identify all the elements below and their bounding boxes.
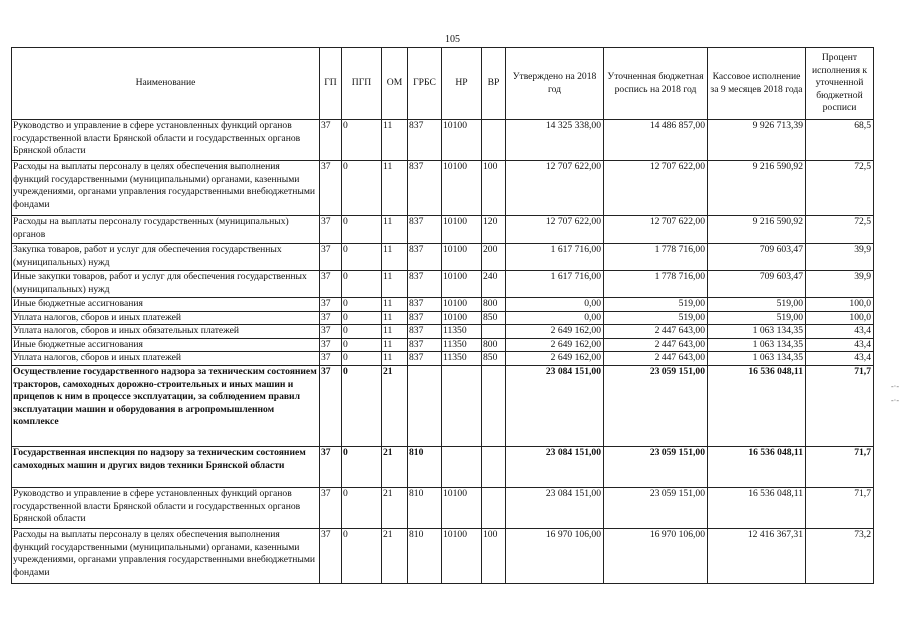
- header-vr: ВР: [482, 48, 506, 120]
- cell-vr: 120: [482, 216, 506, 244]
- table-row: [12, 352, 874, 366]
- cell-updated: 12 707 622,00: [604, 216, 708, 244]
- cell-updated: 23 059 151,00: [604, 446, 708, 487]
- cell-vr: [482, 446, 506, 487]
- cell-vr: 800: [482, 338, 506, 352]
- cell-name: Иные бюджетные ассигнования: [12, 298, 320, 312]
- table-row: [12, 311, 874, 325]
- cell-om: 21: [382, 487, 408, 528]
- cell-om: 11: [382, 120, 408, 161]
- cell-percent: 43,4: [806, 338, 874, 352]
- cell-cash: 16 536 048,11: [708, 446, 806, 487]
- cell-grbs: 837: [408, 338, 442, 352]
- cell-percent: 72,5: [806, 216, 874, 244]
- cell-updated: 1 778 716,00: [604, 244, 708, 271]
- table-row: [12, 446, 874, 487]
- cell-np: 11350: [442, 352, 482, 366]
- table-row: [12, 365, 874, 446]
- cell-np: 10100: [442, 298, 482, 312]
- cell-ppgp: 0: [342, 216, 382, 244]
- cell-approved: 23 084 151,00: [506, 365, 604, 446]
- cell-gp: 37: [320, 352, 342, 366]
- cell-approved: 14 325 338,00: [506, 120, 604, 161]
- table-row: [12, 271, 874, 298]
- cell-gp: 37: [320, 487, 342, 528]
- scan-edge-mark: -·-: [891, 382, 899, 391]
- cell-name: Уплата налогов, сборов и иных платежей: [12, 311, 320, 325]
- cell-grbs: 837: [408, 311, 442, 325]
- cell-grbs: 837: [408, 271, 442, 298]
- cell-gp: 37: [320, 528, 342, 583]
- cell-np: 10100: [442, 311, 482, 325]
- cell-om: 11: [382, 244, 408, 271]
- table-header-row: [12, 48, 874, 120]
- cell-om: 11: [382, 216, 408, 244]
- cell-cash: 519,00: [708, 311, 806, 325]
- cell-name: Уплата налогов, сборов и иных платежей: [12, 352, 320, 366]
- cell-gp: 37: [320, 120, 342, 161]
- cell-cash: 9 216 590,92: [708, 161, 806, 216]
- cell-percent: 73,2: [806, 528, 874, 583]
- cell-name: Руководство и управление в сфере установленных функций органов государственной власти Брянской области и государственных органов Брянской области: [12, 120, 320, 161]
- table-row: [12, 161, 874, 216]
- cell-ppgp: 0: [342, 161, 382, 216]
- cell-updated: 12 707 622,00: [604, 161, 708, 216]
- cell-vr: 240: [482, 271, 506, 298]
- cell-approved: 12 707 622,00: [506, 161, 604, 216]
- cell-om: 11: [382, 352, 408, 366]
- cell-np: [442, 446, 482, 487]
- cell-cash: 709 603,47: [708, 271, 806, 298]
- cell-np: [442, 365, 482, 446]
- cell-percent: 43,4: [806, 325, 874, 339]
- cell-grbs: 810: [408, 487, 442, 528]
- cell-grbs: 810: [408, 446, 442, 487]
- cell-gp: 37: [320, 271, 342, 298]
- cell-gp: 37: [320, 325, 342, 339]
- cell-name: Иные закупки товаров, работ и услуг для обеспечения государственных (муниципальных) нужд: [12, 271, 320, 298]
- cell-np: 10100: [442, 271, 482, 298]
- cell-np: 11350: [442, 325, 482, 339]
- cell-grbs: 837: [408, 244, 442, 271]
- header-gp: ГП: [320, 48, 342, 120]
- scan-edge-mark: -·-: [891, 396, 899, 405]
- cell-updated: 23 059 151,00: [604, 487, 708, 528]
- cell-ppgp: 0: [342, 325, 382, 339]
- cell-updated: 2 447 643,00: [604, 325, 708, 339]
- cell-ppgp: 0: [342, 271, 382, 298]
- cell-cash: 9 926 713,39: [708, 120, 806, 161]
- cell-percent: 71,7: [806, 487, 874, 528]
- cell-grbs: 810: [408, 528, 442, 583]
- cell-vr: 800: [482, 298, 506, 312]
- header-grbs: ГРБС: [408, 48, 442, 120]
- cell-grbs: 837: [408, 325, 442, 339]
- cell-vr: 100: [482, 161, 506, 216]
- cell-vr: [482, 325, 506, 339]
- table-row: [12, 216, 874, 244]
- cell-grbs: 837: [408, 298, 442, 312]
- cell-updated: 519,00: [604, 298, 708, 312]
- cell-om: 11: [382, 161, 408, 216]
- cell-ppgp: 0: [342, 338, 382, 352]
- cell-vr: 850: [482, 352, 506, 366]
- cell-percent: 71,7: [806, 365, 874, 446]
- cell-name: Расходы на выплаты персоналу в целях обеспечения выполнения функций государственными (муниципальными) органами, казенными учреждениями, органами управления государственными внебюджетными фондами: [12, 528, 320, 583]
- cell-percent: 100,0: [806, 311, 874, 325]
- cell-updated: 23 059 151,00: [604, 365, 708, 446]
- page-number: 105: [445, 34, 460, 45]
- table-row: [12, 528, 874, 583]
- cell-np: 10100: [442, 244, 482, 271]
- cell-gp: 37: [320, 365, 342, 446]
- cell-gp: 37: [320, 298, 342, 312]
- cell-name: Расходы на выплаты персоналу в целях обеспечения выполнения функций государственными (муниципальными) органами, казенными учреждениями, органами управления государственными внебюджетными фондами: [12, 161, 320, 216]
- cell-gp: 37: [320, 216, 342, 244]
- cell-percent: 100,0: [806, 298, 874, 312]
- cell-updated: 519,00: [604, 311, 708, 325]
- cell-om: 21: [382, 365, 408, 446]
- cell-gp: 37: [320, 338, 342, 352]
- cell-vr: 200: [482, 244, 506, 271]
- cell-approved: 2 649 162,00: [506, 338, 604, 352]
- cell-name: Расходы на выплаты персоналу государственных (муниципальных) органов: [12, 216, 320, 244]
- cell-np: 10100: [442, 120, 482, 161]
- cell-grbs: 837: [408, 161, 442, 216]
- cell-om: 21: [382, 528, 408, 583]
- table-row: [12, 338, 874, 352]
- cell-name: Государственная инспекция по надзору за техническим состоянием самоходных машин и других видов техники Брянской области: [12, 446, 320, 487]
- cell-ppgp: 0: [342, 120, 382, 161]
- header-np: НР: [442, 48, 482, 120]
- table-row: [12, 120, 874, 161]
- cell-ppgp: 0: [342, 487, 382, 528]
- table-row: [12, 298, 874, 312]
- cell-name: Закупка товаров, работ и услуг для обеспечения государственных (муниципальных) нужд: [12, 244, 320, 271]
- cell-gp: 37: [320, 244, 342, 271]
- cell-om: 21: [382, 446, 408, 487]
- header-approved: Утверждено на 2018 год: [506, 48, 604, 120]
- table-row: [12, 487, 874, 528]
- table-row: [12, 244, 874, 271]
- cell-name: Уплата налогов, сборов и иных обязательных платежей: [12, 325, 320, 339]
- cell-updated: 2 447 643,00: [604, 338, 708, 352]
- cell-cash: 709 603,47: [708, 244, 806, 271]
- cell-om: 11: [382, 298, 408, 312]
- cell-approved: 23 084 151,00: [506, 487, 604, 528]
- cell-grbs: 837: [408, 216, 442, 244]
- cell-cash: 1 063 134,35: [708, 352, 806, 366]
- cell-grbs: 837: [408, 352, 442, 366]
- cell-cash: 9 216 590,92: [708, 216, 806, 244]
- budget-table: [11, 47, 874, 584]
- cell-np: 10100: [442, 161, 482, 216]
- cell-vr: 850: [482, 311, 506, 325]
- cell-gp: 37: [320, 311, 342, 325]
- cell-percent: 43,4: [806, 352, 874, 366]
- cell-cash: 12 416 367,31: [708, 528, 806, 583]
- cell-approved: 0,00: [506, 298, 604, 312]
- cell-vr: [482, 365, 506, 446]
- cell-updated: 1 778 716,00: [604, 271, 708, 298]
- cell-approved: 23 084 151,00: [506, 446, 604, 487]
- header-om: ОМ: [382, 48, 408, 120]
- cell-om: 11: [382, 325, 408, 339]
- cell-grbs: 837: [408, 120, 442, 161]
- header-name: Наименование: [12, 48, 320, 120]
- cell-percent: 68,5: [806, 120, 874, 161]
- cell-cash: 1 063 134,35: [708, 338, 806, 352]
- cell-om: 11: [382, 311, 408, 325]
- header-ppgp: ПГП: [342, 48, 382, 120]
- cell-om: 11: [382, 271, 408, 298]
- cell-om: 11: [382, 338, 408, 352]
- cell-approved: 1 617 716,00: [506, 244, 604, 271]
- cell-ppgp: 0: [342, 311, 382, 325]
- cell-updated: 16 970 106,00: [604, 528, 708, 583]
- cell-name: Иные бюджетные ассигнования: [12, 338, 320, 352]
- cell-np: 10100: [442, 216, 482, 244]
- cell-vr: [482, 487, 506, 528]
- cell-vr: 100: [482, 528, 506, 583]
- cell-cash: 519,00: [708, 298, 806, 312]
- table-body: [12, 120, 874, 584]
- cell-cash: 1 063 134,35: [708, 325, 806, 339]
- cell-np: 10100: [442, 487, 482, 528]
- cell-gp: 37: [320, 161, 342, 216]
- cell-approved: 16 970 106,00: [506, 528, 604, 583]
- cell-approved: 2 649 162,00: [506, 352, 604, 366]
- cell-gp: 37: [320, 446, 342, 487]
- cell-percent: 39,9: [806, 244, 874, 271]
- cell-updated: 14 486 857,00: [604, 120, 708, 161]
- header-cash: Кассовое исполнение за 9 месяцев 2018 года: [708, 48, 806, 120]
- cell-np: 11350: [442, 338, 482, 352]
- cell-percent: 72,5: [806, 161, 874, 216]
- cell-ppgp: 0: [342, 244, 382, 271]
- table-row: [12, 325, 874, 339]
- cell-ppgp: 0: [342, 446, 382, 487]
- cell-ppgp: 0: [342, 352, 382, 366]
- header-updated: Уточненная бюджетная роспись на 2018 год: [604, 48, 708, 120]
- cell-vr: [482, 120, 506, 161]
- cell-updated: 2 447 643,00: [604, 352, 708, 366]
- cell-approved: 2 649 162,00: [506, 325, 604, 339]
- cell-approved: 12 707 622,00: [506, 216, 604, 244]
- cell-ppgp: 0: [342, 365, 382, 446]
- cell-grbs: [408, 365, 442, 446]
- cell-ppgp: 0: [342, 528, 382, 583]
- cell-cash: 16 536 048,11: [708, 487, 806, 528]
- cell-percent: 71,7: [806, 446, 874, 487]
- cell-percent: 39,9: [806, 271, 874, 298]
- cell-cash: 16 536 048,11: [708, 365, 806, 446]
- cell-name: Осуществление государственного надзора за техническим состоянием тракторов, самоходных дорожно-строительных и иных машин и прицепов к ним в процессе эксплуатации, за соблюдением правил эксплуатации машин и оборудования в агропромышленном комплексе: [12, 365, 320, 446]
- cell-ppgp: 0: [342, 298, 382, 312]
- cell-name: Руководство и управление в сфере установленных функций органов государственной власти Брянской области и государственных органов Брянской области: [12, 487, 320, 528]
- cell-approved: 1 617 716,00: [506, 271, 604, 298]
- header-percent: Процент исполнения к уточненной бюджетной росписи: [806, 48, 874, 120]
- cell-np: 10100: [442, 528, 482, 583]
- cell-approved: 0,00: [506, 311, 604, 325]
